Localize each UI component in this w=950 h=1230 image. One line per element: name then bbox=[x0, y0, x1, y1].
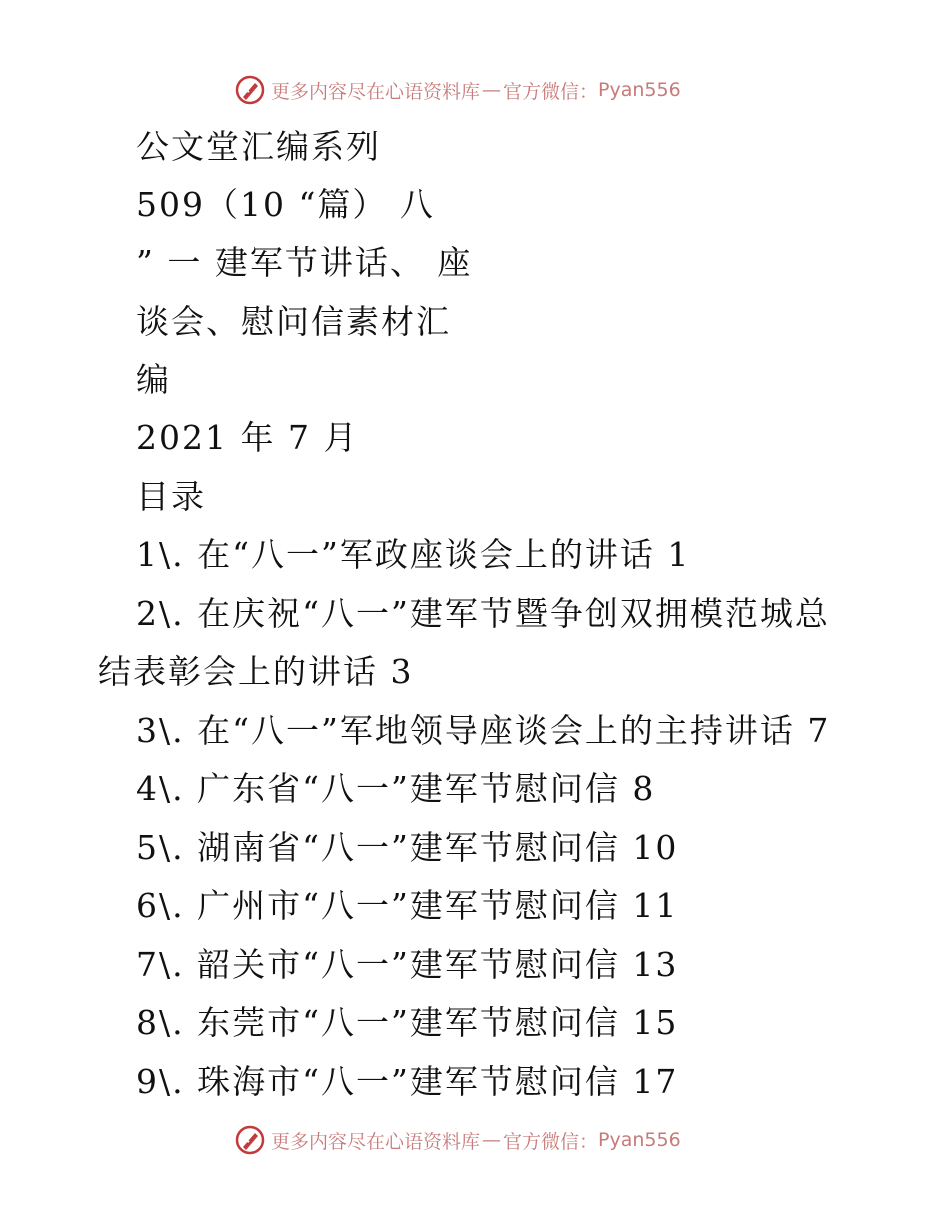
toc-item: 9\. 珠海市“八一”建军节慰问信 17 bbox=[136, 1062, 679, 1101]
toc-heading: 目录 bbox=[136, 477, 206, 516]
toc-item: 7\. 韶关市“八一”建军节慰问信 13 bbox=[136, 945, 679, 984]
toc-item: 1\. 在“八一”军政座谈会上的讲话 1 bbox=[136, 535, 691, 574]
pen-logo-icon bbox=[235, 75, 265, 105]
toc-item: 6\. 广州市“八一”建军节慰问信 11 bbox=[136, 886, 679, 925]
toc-item-continuation: 结表彰会上的讲话 3 bbox=[98, 652, 414, 691]
watermark-text: 更多内容尽在心语资料库 bbox=[271, 80, 481, 103]
toc-item: 4\. 广东省“八一”建军节慰问信 8 bbox=[136, 769, 656, 808]
watermark-dash: — bbox=[482, 79, 502, 101]
pen-logo-icon bbox=[235, 1125, 265, 1155]
toc-item: 5\. 湖南省“八一”建军节慰问信 10 bbox=[136, 828, 679, 867]
doc-title-line-2: ” 一 建军节讲话、 座 bbox=[136, 243, 473, 282]
top-watermark bbox=[235, 72, 681, 108]
toc-item: 2\. 在庆祝“八一”建军节暨争创双拥模范城总 bbox=[136, 594, 830, 633]
doc-title-line-4: 编 bbox=[136, 360, 171, 399]
doc-date: 2021 年 7 月 bbox=[136, 418, 359, 457]
watermark-wechat-label: 官方微信： bbox=[503, 1130, 599, 1153]
watermark-wechat-id: Pyan556 bbox=[598, 1129, 681, 1151]
watermark-dash: — bbox=[482, 1129, 502, 1151]
toc-item: 3\. 在“八一”军地领导座谈会上的主持讲话 7 bbox=[136, 711, 831, 750]
doc-title-line-1: 509（10 “篇） 八 bbox=[136, 185, 435, 224]
bottom-watermark bbox=[235, 1122, 681, 1158]
watermark-text: 更多内容尽在心语资料库 bbox=[271, 1130, 481, 1153]
watermark-wechat-id: Pyan556 bbox=[598, 79, 681, 101]
watermark-wechat-label: 官方微信： bbox=[503, 80, 599, 103]
toc-item: 8\. 东莞市“八一”建军节慰问信 15 bbox=[136, 1003, 679, 1042]
series-title: 公文堂汇编系列 bbox=[136, 127, 381, 166]
doc-title-line-3: 谈会、慰问信素材汇 bbox=[136, 302, 451, 341]
